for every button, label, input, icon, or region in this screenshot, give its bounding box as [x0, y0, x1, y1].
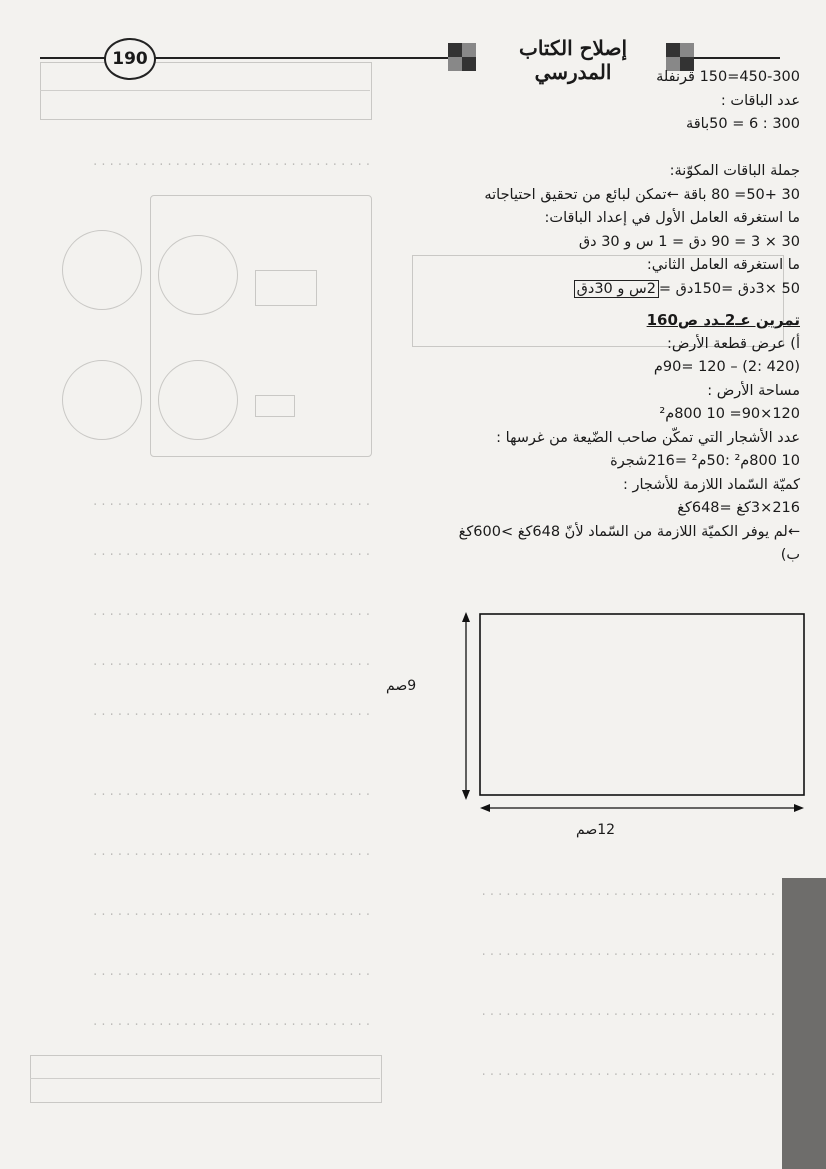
text-line: 216×3كغ =648كغ [677, 500, 800, 516]
width-arrow-head-right [794, 804, 804, 812]
text-line: 120×90= 10 800م² [659, 406, 800, 422]
exercise-title: تمرين عـ2ـدد ص160 [646, 311, 800, 329]
height-label: 9صم [386, 678, 417, 694]
text-line: 30 +50= 80 باقة ←تمكن لبائع من تحقيق احتياجاته [484, 186, 800, 203]
text-line: 300 : 6 = 50باقة [685, 116, 800, 132]
text-line: ما استغرقه العامل الثاني: [646, 257, 800, 273]
worker2-line [420, 278, 800, 302]
text-line: 30 × 3 = 90 دق = 1 س و 30 دق [578, 233, 800, 250]
side-tab [782, 878, 826, 1169]
header-rule-right [690, 57, 780, 59]
text-line: أ) عرض قطعة الأرض: [666, 335, 800, 352]
solution-text [420, 66, 800, 568]
text-line: عدد الأشجار التي تمكّن صاحب الضّيعة من غرسها : [496, 429, 800, 446]
text-line: كميّة السّماد اللازمة للأشجار : [622, 476, 800, 493]
worker2-result-box: 2س و 30دق [574, 280, 659, 298]
text-line: 450-300=150 قرنفلة [656, 69, 800, 85]
text-line: مساحة الأرض : [707, 382, 800, 399]
text-line: ب) [780, 547, 800, 563]
text-line: ما استغرقه العامل الأول في إعداد الباقات: [544, 210, 800, 226]
rectangle-diagram [380, 600, 810, 850]
text-line: عدد الباقات : [720, 92, 800, 109]
text-line: ←لم يوفر الكميّة اللازمة من السّماد لأنّ 648كغ >600كغ [458, 523, 800, 540]
page-number: 190 [104, 38, 156, 80]
worker2-calc: 50 ×3دق =150دق = [658, 280, 800, 297]
page-title: إصلاح الكتاب المدرسي [519, 36, 627, 84]
text-line [420, 137, 800, 161]
text-line: 10 800م² :50م² =216شجرة [610, 453, 800, 469]
text-line: جملة الباقات المكوّنة: [669, 163, 800, 179]
width-label: 12صم [576, 822, 616, 838]
rectangle [480, 614, 804, 795]
height-arrow-head-top [462, 612, 470, 622]
width-arrow-head-left [480, 804, 490, 812]
height-arrow-head-bottom [462, 790, 470, 800]
rectangle-figure [380, 600, 810, 850]
text-line: (420 :2) – 120 =90م [653, 359, 800, 375]
